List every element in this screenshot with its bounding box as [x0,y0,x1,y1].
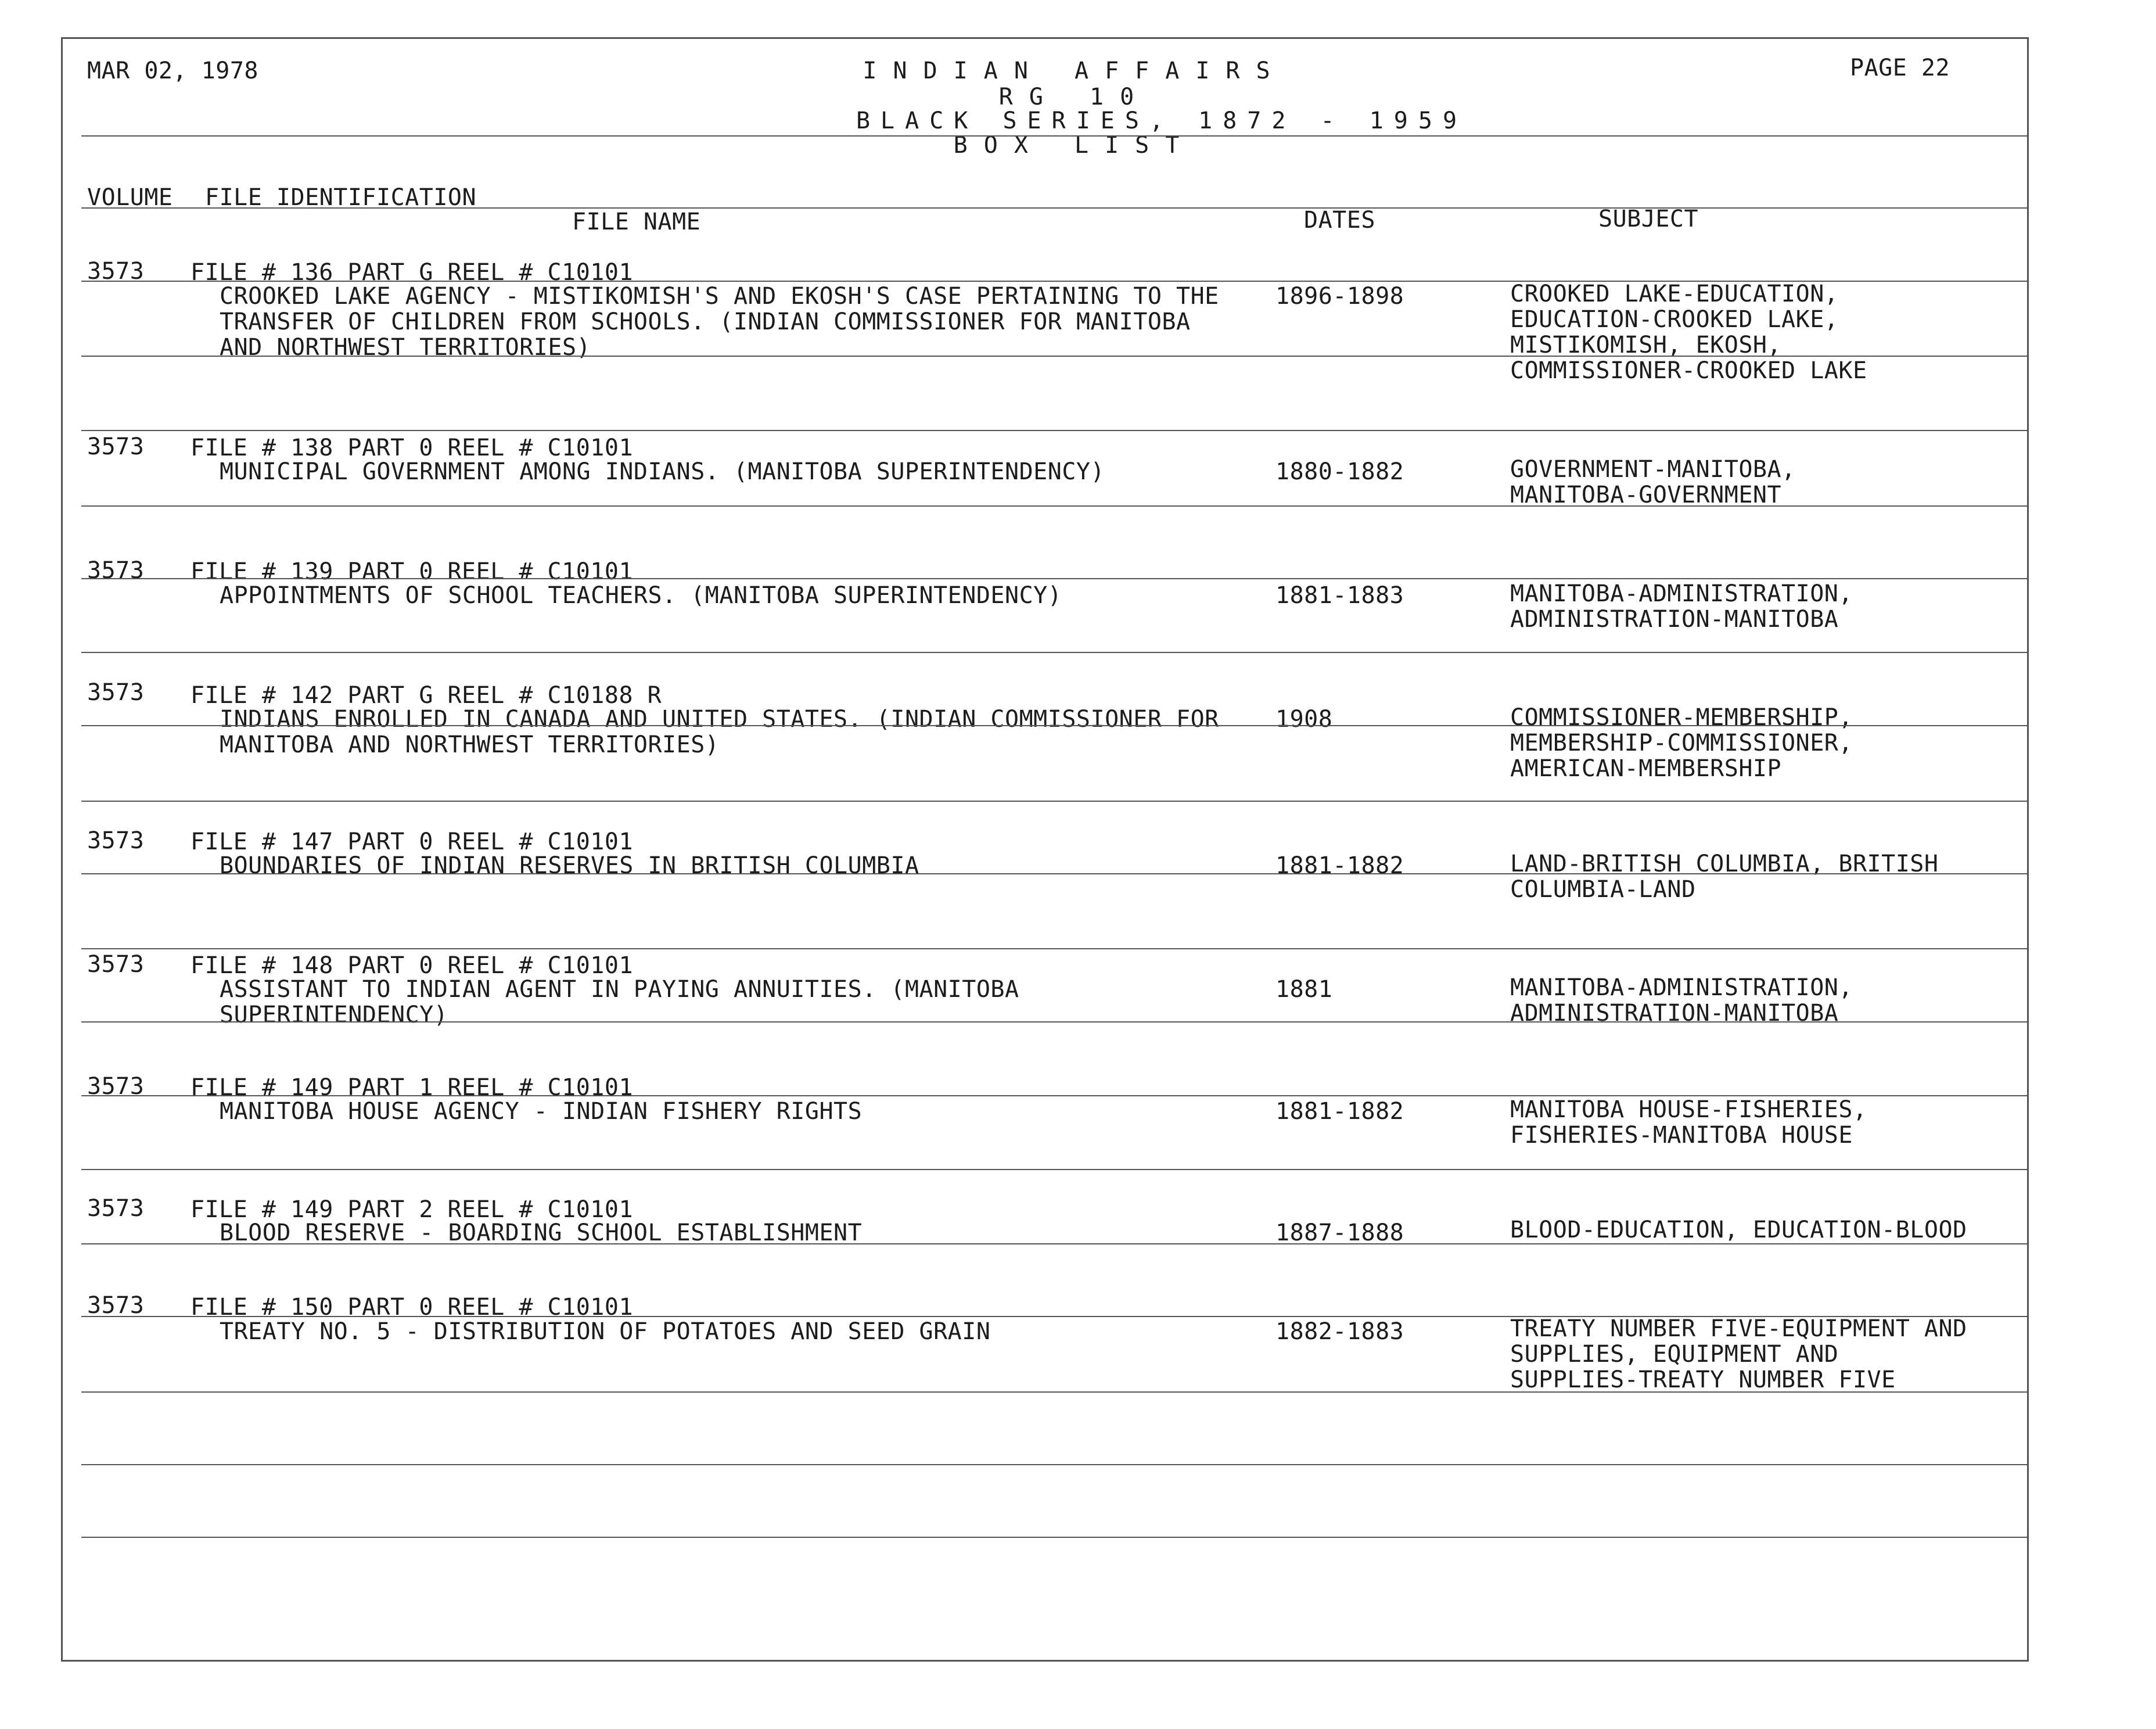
row-rule [81,1243,2027,1244]
row-rule [81,281,2027,282]
entry-file-id: FILE # 147 PART 0 REEL # C10101 [191,828,634,855]
column-header-file-name: FILE NAME [572,209,701,235]
entry-file-id: FILE # 149 PART 2 REEL # C10101 [191,1196,634,1223]
entry-subject: CROOKED LAKE-EDUCATION, EDUCATION-CROOKED LAKE, MISTIKOMISH, EKOSH, COMMISSIONER-CROOKED LAKE [1510,281,1867,384]
entry-dates: 1880-1882 [1275,458,1404,485]
title-line-3: BLACK SERIES, 1872 - 1959 [856,107,1468,134]
entry-volume: 3573 [87,1292,145,1319]
entry-file-name: ASSISTANT TO INDIAN AGENT IN PAYING ANNUITIES. (MANITOBA SUPERINTENDENCY) [220,976,1019,1028]
entry-volume: 3573 [87,557,145,584]
entry-volume: 3573 [87,827,145,854]
title-line-2: RG 10 [998,84,1151,110]
entry-file-name: INDIANS ENROLLED IN CANADA AND UNITED STATES. (INDIAN COMMISSIONER FOR MANITOBA AND NORTHWEST TERRITORIES) [220,706,1219,758]
entry-file-name: APPOINTMENTS OF SCHOOL TEACHERS. (MANITOBA SUPERINTENDENCY) [220,582,1062,609]
page-number: PAGE 22 [1850,55,1950,81]
entry-volume: 3573 [87,433,145,460]
entry-volume: 3573 [87,951,145,978]
entry-subject: MANITOBA-ADMINISTRATION, ADMINISTRATION-MANITOBA [1510,974,1853,1027]
entry-dates: 1881-1882 [1275,1098,1404,1125]
entry-dates: 1908 [1275,706,1333,733]
entry-file-id: FILE # 139 PART 0 REEL # C10101 [191,558,634,585]
column-header-file-identification: FILE IDENTIFICATION [205,184,477,211]
entry-dates: 1896-1898 [1275,283,1404,310]
entry-volume: 3573 [87,679,145,706]
entry-subject: COMMISSIONER-MEMBERSHIP, MEMBERSHIP-COMMISSIONER, AMERICAN-MEMBERSHIP [1510,704,1853,782]
row-separator [81,948,2027,949]
entry-file-id: FILE # 142 PART G REEL # C10188 R [191,682,662,709]
column-header-dates: DATES [1304,207,1375,234]
row-separator [81,505,2027,507]
row-separator [81,801,2027,802]
entry-subject: TREATY NUMBER FIVE-EQUIPMENT AND SUPPLIES, EQUIPMENT AND SUPPLIES-TREATY NUMBER FIVE [1510,1315,1967,1393]
title-line-1: INDIAN AFFAIRS [863,58,1287,84]
entry-dates: 1881 [1275,976,1333,1003]
entry-file-name: TREATY NO. 5 - DISTRIBUTION OF POTATOES AND SEED GRAIN [220,1318,991,1345]
row-separator [81,430,2027,431]
entry-file-id: FILE # 149 PART 1 REEL # C10101 [191,1074,634,1101]
entry-subject: MANITOBA-ADMINISTRATION, ADMINISTRATION-MANITOBA [1510,580,1853,633]
row-rule [81,725,2027,726]
title-line-4: BOX LIST [953,132,1196,159]
entry-dates: 1881-1883 [1275,582,1404,609]
entry-subject: GOVERNMENT-MANITOBA, MANITOBA-GOVERNMENT [1510,456,1796,508]
column-header-volume: VOLUME [87,184,173,211]
column-header-subject: SUBJECT [1598,206,1699,232]
entry-file-name: BLOOD RESERVE - BOARDING SCHOOL ESTABLISHMENT [220,1219,863,1246]
entry-file-id: FILE # 148 PART 0 REEL # C10101 [191,952,634,979]
row-separator [81,1537,2027,1538]
row-rule [81,873,2027,874]
row-rule [81,1095,2027,1096]
entry-file-name: MUNICIPAL GOVERNMENT AMONG INDIANS. (MANITOBA SUPERINTENDENCY) [220,458,1105,485]
entry-dates: 1882-1883 [1275,1318,1404,1345]
entry-volume: 3573 [87,1073,145,1100]
row-rule [81,1316,2027,1317]
entry-subject: LAND-BRITISH COLUMBIA, BRITISH COLUMBIA-LAND [1510,851,1939,903]
entry-file-name: MANITOBA HOUSE AGENCY - INDIAN FISHERY RIGHTS [220,1098,863,1125]
row-separator [81,652,2027,653]
row-separator [81,1464,2027,1465]
row-separator [81,1391,2027,1393]
entry-file-name: BOUNDARIES OF INDIAN RESERVES IN BRITISH COLUMBIA [220,852,919,879]
row-rule [81,1021,2027,1023]
row-separator [81,1169,2027,1170]
row-rule [81,356,2027,357]
entry-subject: BLOOD-EDUCATION, EDUCATION-BLOOD [1510,1217,1967,1243]
entry-dates: 1881-1882 [1275,852,1404,879]
column-rule [81,207,2027,209]
row-rule [81,578,2027,579]
entry-file-id: FILE # 138 PART 0 REEL # C10101 [191,435,634,461]
entry-file-id: FILE # 150 PART 0 REEL # C10101 [191,1294,634,1321]
report-date: MAR 02, 1978 [87,58,258,84]
entry-file-id: FILE # 136 PART G REEL # C10101 [191,259,634,286]
entry-dates: 1887-1888 [1275,1219,1404,1246]
entry-volume: 3573 [87,1195,145,1222]
entry-volume: 3573 [87,258,145,285]
entry-file-name: CROOKED LAKE AGENCY - MISTIKOMISH'S AND EKOSH'S CASE PERTAINING TO THE TRANSFER OF CHILDREN FROM SCHOOLS. (INDIAN COMMISSIONER FOR MANITOBA AND NORTHWEST TERRITORIES) [220,283,1219,361]
header-rule [81,135,2027,137]
entry-subject: MANITOBA HOUSE-FISHERIES, FISHERIES-MANITOBA HOUSE [1510,1096,1867,1149]
